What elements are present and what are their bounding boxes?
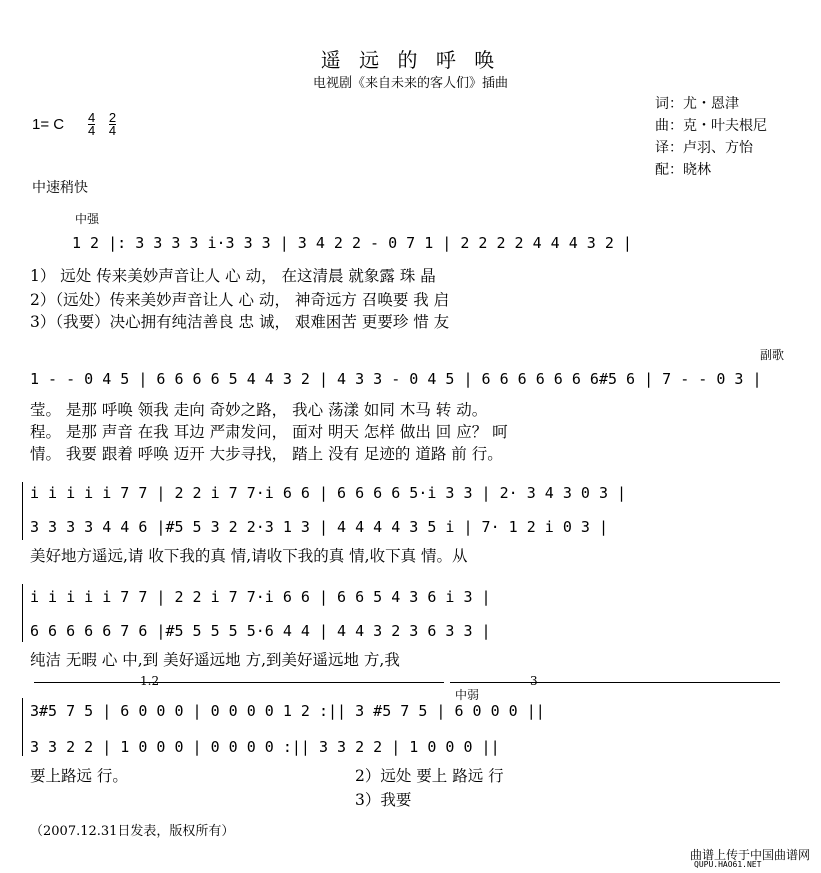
time-signature — [88, 112, 126, 137]
notes-line-5-upper: 3#5 7 5 | 6 0 0 0 | 0 0 0 0 1 2 :|| 3 #5 7 5 | 6 0 0 0 || — [30, 702, 545, 720]
composer-credit: 曲：克・叶夫根尼 — [655, 118, 767, 134]
notes-line-3-upper: i i i i i 7 7 | 2 2 i 7 7·i 6 6 | 6 6 6 6 5·i 3 3 | 2· 3 4 3 0 3 | — [30, 484, 627, 502]
song-title: 遥 远 的 呼 唤 — [320, 48, 501, 72]
lyric-line-5-verse-1: 要上路远 行。 — [30, 767, 128, 785]
arranger-credit: 配：晓林 — [655, 162, 711, 178]
notes-line-2: 1 - - 0 4 5 | 6 6 6 6 5 4 4 3 2 | 4 3 3 - 0 4 5 | 6 6 6 6 6 6 6#5 6 | 7 - - 0 3 | — [30, 370, 762, 388]
lyric-line-4: 纯洁 无暇 心 中,到 美好遥远地 方,到美好遥远地 方,我 — [30, 651, 400, 669]
dynamic-mezzo-piano: 中弱 — [455, 688, 480, 702]
lyric-line-3: 美好地方遥远,请 收下我的真 情,请收下我的真 情,收下真 情。从 — [30, 547, 468, 565]
chorus-label: 副歌 — [760, 348, 785, 362]
notes-line-5-lower: 3 3 2 2 | 1 0 0 0 | 0 0 0 0 :|| 3 3 2 2 | 1 0 0 0 || — [30, 738, 500, 756]
lyric-line-5-verse-2: 2）远处 要上 路远 行 — [355, 767, 504, 785]
lyric-line-1-verse-1: 1） 远处 传来美妙声音让人 心 动， 在这清晨 就象露 珠 晶 — [30, 267, 436, 285]
lyric-line-1-verse-2: 2）（远处）传来美妙声音让人 心 动， 神奇远方 召唤要 我 启 — [30, 291, 450, 309]
key-signature: 1= C — [32, 116, 65, 133]
credits-block — [655, 93, 767, 181]
translator-credit: 译：卢羽、方怡 — [655, 140, 753, 156]
site-url: QUPU.HAO61.NET — [694, 860, 762, 869]
tempo-marking: 中速稍快 — [32, 180, 88, 196]
notes-line-4-upper: i i i i i 7 7 | 2 2 i 7 7·i 6 6 | 6 6 5 4 3 6 i 3 | — [30, 588, 491, 606]
meter-2: $\frac{2}{4}$ — [108, 110, 117, 138]
notes-line-1: 1 2 |: 3 3 3 3 i·3 3 3 | 3 4 2 2 - 0 7 1 | 2 2 2 2 4 4 4 3 2 | — [72, 234, 632, 252]
volta-second: 3 — [530, 674, 538, 688]
notes-line-4-lower: 6 6 6 6 6 7 6 |#5 5 5 5 5·6 4 4 | 4 4 3 2 3 6 3 3 | — [30, 622, 491, 640]
lyric-line-2-verse-3: 情。 我要 跟着 呼唤 迈开 大步寻找， 踏上 没有 足迹的 道路 前 行。 — [30, 445, 503, 463]
copyright-footer: （2007.12.31日发表，版权所有） — [30, 824, 235, 839]
site-badge: 曲谱上传于中国曲谱网 — [690, 848, 811, 862]
lyric-line-5-verse-3: 3）我要 — [355, 791, 412, 809]
song-subtitle: 电视剧《来自未来的客人们》插曲 — [312, 76, 508, 91]
lyric-line-2-verse-2: 程。 是那 声音 在我 耳边 严肃发问， 面对 明天 怎样 做出 回 应？ 呵 — [30, 423, 508, 441]
meter-1: $\frac{4}{4}$ — [88, 110, 96, 138]
lyric-line-2-verse-1: 莹。 是那 呼唤 领我 走向 奇妙之路， 我心 荡漾 如同 木马 转 动。 — [30, 401, 488, 419]
dynamic-mezzo-forte: 中强 — [75, 212, 100, 226]
volta-first: 1.2 — [140, 674, 160, 688]
lyric-line-1-verse-3: 3）（我要）决心拥有纯洁善良 忠 诚， 艰难困苦 更要珍 惜 友 — [30, 313, 450, 331]
notes-line-3-lower: 3 3 3 3 4 4 6 |#5 5 3 2 2·3 1 3 | 4 4 4 4 3 5 i | 7· 1 2 i 0 3 | — [30, 518, 608, 536]
lyricist-credit: 词：尤・恩津 — [655, 96, 739, 112]
